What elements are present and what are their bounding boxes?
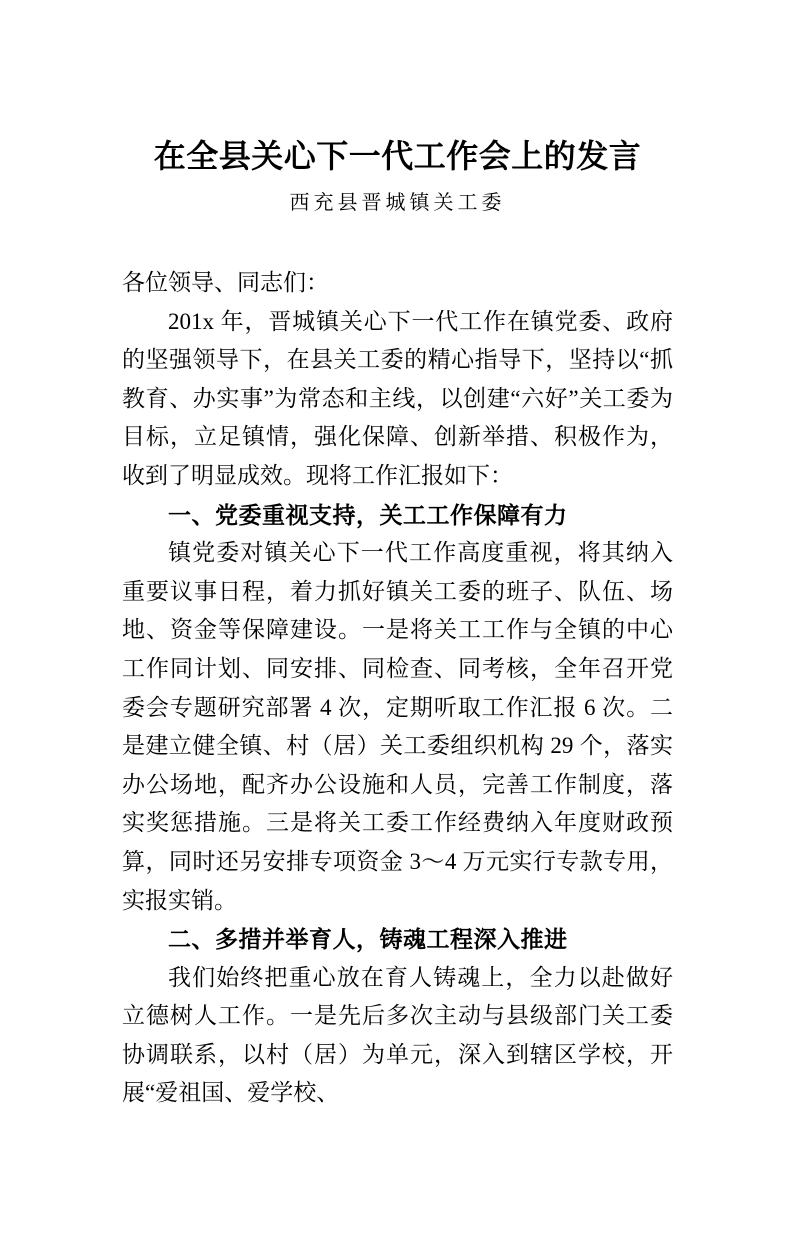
document-page — [0, 135, 793, 1257]
document-title: 在全县关心下一代工作会上的发言 — [153, 138, 642, 174]
section-1-heading: 一、党委重视支持，关工工作保障有力 — [168, 501, 568, 528]
salutation-line: 各位领导、同志们： — [122, 270, 329, 295]
section-2-heading: 二、多措并举育人，铸魂工程深入推进 — [168, 926, 568, 953]
document-body — [122, 264, 673, 1113]
section-1-paragraph: 镇党委对镇关心下一代工作高度重视，将其纳入重要议事日程，着力抓好镇关工委的班子、队伍、场地、资金等保障建设。一是将关工工作与全镇的中心工作同计划、同安排、同检查、同考核，全年召开党委会专题研究部署 4 次，定期听取工作汇报 6 次。二是建立健全镇、村（居）关工委组织机构 29 个，落实办公场地，配齐办公设施和人员，完善工作制度，落实奖惩措施。三是将关工委工作经费纳入年度财政预算，同时还另安排专项资金 3～4 万元实行专款专用，实报实销。 — [122, 540, 673, 913]
intro-paragraph: 201x 年，晋城镇关心下一代工作在镇党委、政府的坚强领导下，在县关工委的精心指导下，坚持以“抓教育、办实事”为常态和主线，以创建“六好”关工委为目标，立足镇情，强化保障、创新举措、积极作为，收到了明显成效。现将工作汇报如下： — [122, 308, 673, 488]
document-byline: 西充县晋城镇关工委 — [289, 192, 506, 214]
section-2-paragraph: 我们始终把重心放在育人铸魂上，全力以赴做好立德树人工作。一是先后多次主动与县级部门关工委协调联系，以村（居）为单元，深入到辖区学校，开展“爱祖国、爱学校、 — [122, 964, 673, 1106]
